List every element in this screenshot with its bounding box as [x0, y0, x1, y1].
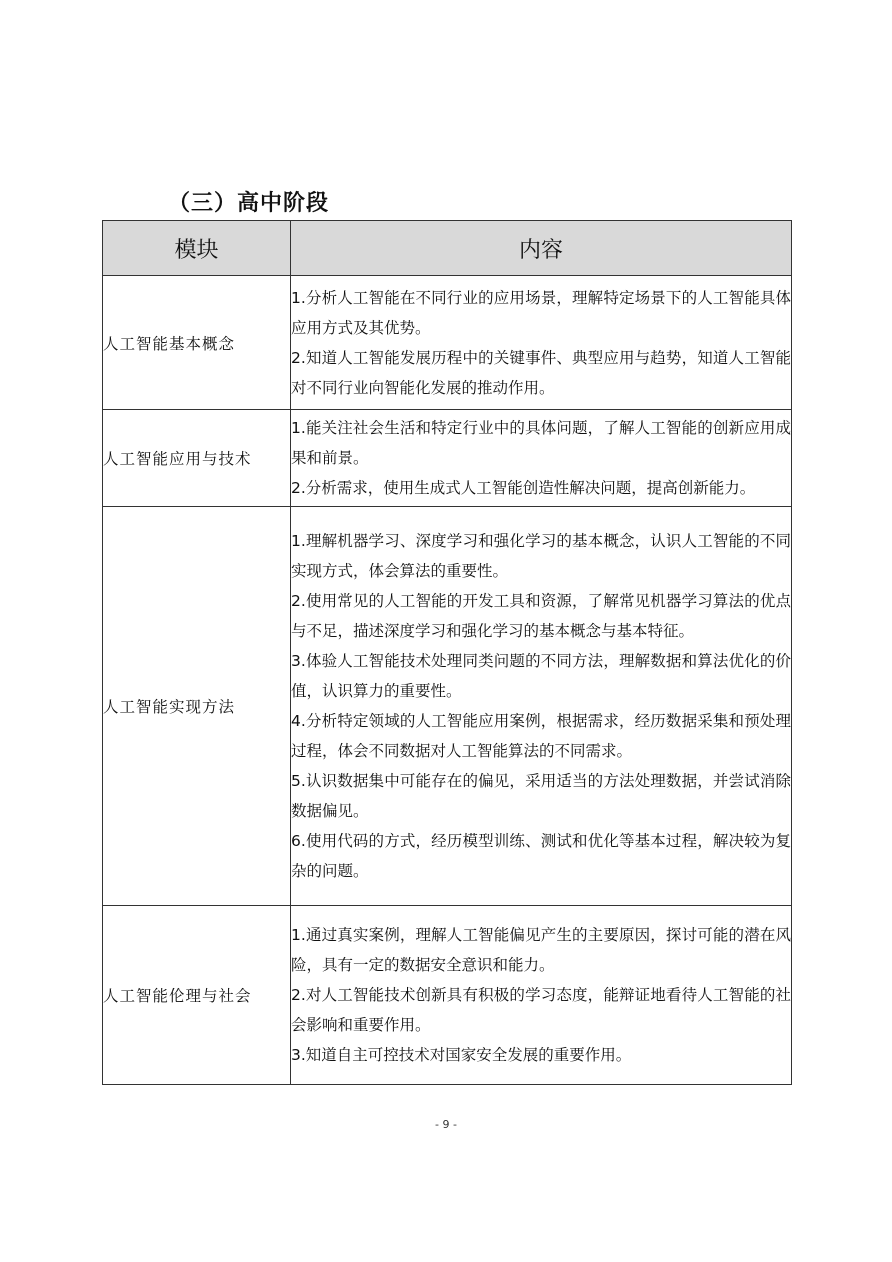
content-cell	[291, 410, 792, 507]
content-cell	[291, 507, 792, 906]
content-item: 3.体验人工智能技术处理同类问题的不同方法，理解数据和算法优化的价值，认识算力的重要性。	[291, 652, 791, 700]
module-cell: 人工智能实现方法	[103, 507, 291, 906]
content-item: 2.对人工智能技术创新具有积极的学习态度，能辩证地看待人工智能的社会影响和重要作用。	[291, 986, 791, 1034]
content-item: 2.使用常见的人工智能的开发工具和资源，了解常见机器学习算法的优点与不足，描述深度学习和强化学习的基本概念与基本特征。	[291, 592, 791, 640]
content-cell	[291, 906, 792, 1085]
content-cell	[291, 276, 792, 410]
content-item: 1.能关注社会生活和特定行业中的具体问题，了解人工智能的创新应用成果和前景。	[291, 419, 791, 467]
page-number: - 9 -	[435, 1118, 457, 1131]
section-title: （三）高中阶段	[168, 191, 330, 216]
content-item: 1.理解机器学习、深度学习和强化学习的基本概念，认识人工智能的不同实现方式，体会算法的重要性。	[291, 532, 791, 580]
content-item: 2.知道人工智能发展历程中的关键事件、典型应用与趋势，知道人工智能对不同行业向智能化发展的推动作用。	[291, 348, 791, 397]
content-item: 3.知道自主可控技术对国家安全发展的重要作用。	[291, 1046, 632, 1064]
module-cell: 人工智能伦理与社会	[103, 906, 291, 1085]
module-cell: 人工智能基本概念	[103, 276, 291, 410]
header-module: 模块	[103, 221, 291, 276]
table-row	[103, 276, 792, 410]
content-item: 1.分析人工智能在不同行业的应用场景，理解特定场景下的人工智能具体应用方式及其优势。	[291, 288, 791, 337]
curriculum-table	[102, 220, 792, 1085]
content-item: 6.使用代码的方式，经历模型训练、测试和优化等基本过程，解决较为复杂的问题。	[291, 832, 791, 880]
module-cell: 人工智能应用与技术	[103, 410, 291, 507]
content-item: 2.分析需求，使用生成式人工智能创造性解决问题，提高创新能力。	[291, 479, 756, 497]
table-row	[103, 410, 792, 507]
content-item: 5.认识数据集中可能存在的偏见，采用适当的方法处理数据，并尝试消除数据偏见。	[291, 772, 791, 820]
content-item: 1.通过真实案例，理解人工智能偏见产生的主要原因，探讨可能的潜在风险，具有一定的数据安全意识和能力。	[291, 926, 791, 974]
table-row	[103, 507, 792, 906]
table-row	[103, 906, 792, 1085]
table-header-row	[103, 221, 792, 276]
header-content: 内容	[291, 221, 792, 276]
content-item: 4.分析特定领域的人工智能应用案例，根据需求，经历数据采集和预处理过程，体会不同数据对人工智能算法的不同需求。	[291, 712, 791, 760]
